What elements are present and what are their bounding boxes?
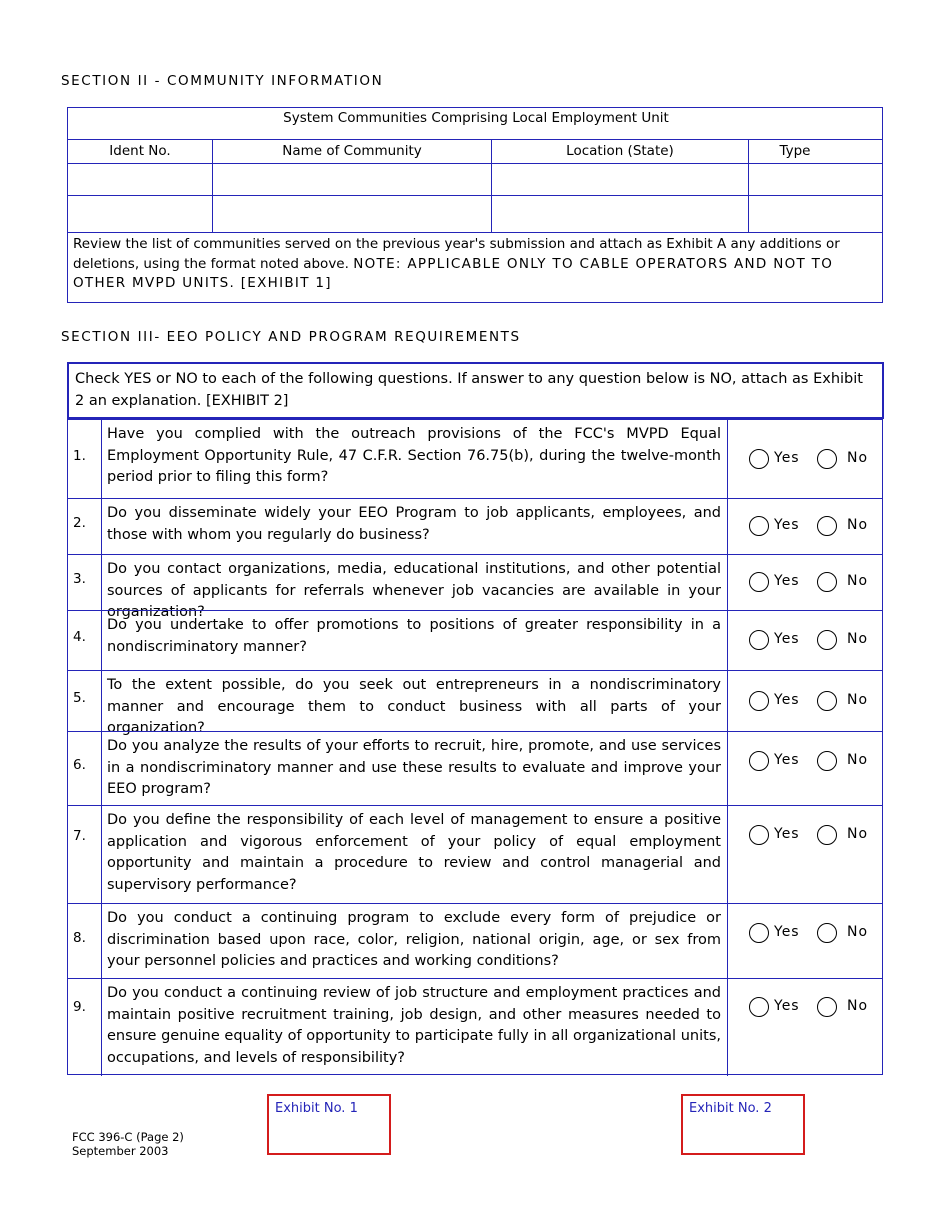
- question-number: 5.: [73, 689, 86, 706]
- question-text: Do you disseminate widely your EEO Program to job applicants, employees, and those with whom you regularly do business?: [107, 505, 721, 543]
- no-label: No: [847, 924, 869, 940]
- yes-radio[interactable]: [749, 516, 769, 536]
- location-cell-2[interactable]: [493, 197, 747, 231]
- no-radio[interactable]: [817, 691, 837, 711]
- no-radio[interactable]: [817, 751, 837, 771]
- yes-label: Yes: [774, 449, 800, 466]
- yes-label: Yes: [774, 752, 800, 768]
- no-label: No: [847, 631, 869, 647]
- no-label: No: [847, 826, 869, 842]
- table-caption: System Communities Comprising Local Employment Unit: [283, 110, 669, 126]
- yes-label: Yes: [774, 517, 800, 533]
- form-id: FCC 396-C (Page 2): [72, 1130, 184, 1144]
- yes-radio[interactable]: [749, 751, 769, 771]
- no-radio[interactable]: [817, 449, 837, 469]
- yes-label: Yes: [774, 573, 800, 589]
- question-text: Do you contact organizations, media, educational institutions, and other potential sources of applicants for referrals whenever job vacancies are available in your organization?: [107, 561, 721, 620]
- question-text: To the extent possible, do you seek out entrepreneurs in a nondiscriminatory manner and encourage them to conduct business with all parts of your organization?: [107, 677, 721, 736]
- yes-label: Yes: [774, 924, 800, 940]
- col-location-state: Location (State): [566, 143, 674, 159]
- question-row: [67, 903, 883, 978]
- no-label: No: [847, 449, 869, 466]
- type-cell-1[interactable]: [750, 165, 882, 194]
- question-row: [67, 978, 883, 1075]
- yes-radio[interactable]: [749, 997, 769, 1017]
- question-number: 8.: [73, 929, 86, 946]
- exhibit-2-label: Exhibit No. 2: [689, 1101, 772, 1116]
- question-row: [67, 419, 883, 498]
- question-row: [67, 670, 883, 736]
- question-row: [67, 498, 883, 554]
- yes-radio[interactable]: [749, 923, 769, 943]
- question-number: 3.: [73, 571, 86, 587]
- question-text: Do you define the responsibility of each level of management to ensure a positive application and vigorous enforcement of your policy of equal employment opportunity and maintain a procedure to review and control managerial and supervisory performance?: [107, 812, 721, 893]
- question-number: 6.: [73, 757, 86, 773]
- question-number: 2.: [73, 515, 86, 531]
- ident-no-cell-1[interactable]: [69, 165, 211, 194]
- exhibit-1-label: Exhibit No. 1: [275, 1101, 358, 1116]
- no-radio[interactable]: [817, 516, 837, 536]
- question-number: 9.: [73, 999, 86, 1015]
- no-radio[interactable]: [817, 630, 837, 650]
- location-cell-1[interactable]: [493, 165, 747, 194]
- yes-radio[interactable]: [749, 572, 769, 592]
- question-row: [67, 610, 883, 670]
- community-name-cell-1[interactable]: [214, 165, 490, 194]
- yes-radio[interactable]: [749, 691, 769, 711]
- community-name-cell-2[interactable]: [214, 197, 490, 231]
- form-date: September 2003: [72, 1144, 169, 1158]
- col-name-of-community: Name of Community: [282, 143, 422, 159]
- type-cell-2[interactable]: [750, 197, 882, 231]
- yes-label: Yes: [774, 826, 800, 842]
- question-number: 7.: [73, 828, 86, 844]
- yes-radio[interactable]: [749, 630, 769, 650]
- question-text: Have you complied with the outreach provisions of the FCC's MVPD Equal Employment Opportunity Rule, 47 C.F.R. Section 76.75(b), during the twelve-month period prior to filing this form?: [107, 426, 721, 485]
- no-radio[interactable]: [817, 572, 837, 592]
- no-label: No: [847, 517, 869, 533]
- yes-radio[interactable]: [749, 825, 769, 845]
- no-radio[interactable]: [817, 923, 837, 943]
- question-text: Do you conduct a continuing review of job structure and employment practices and maintain positive recruitment training, job design, and other measures needed to ensure genuine equality of opportunity to participate fully in all organizational units, occupations, and levels of responsibility?: [107, 985, 721, 1066]
- review-note: [73, 235, 878, 294]
- yes-label: Yes: [774, 691, 800, 708]
- no-radio[interactable]: [817, 997, 837, 1017]
- exhibit-2-box[interactable]: [681, 1094, 805, 1155]
- community-table: [67, 107, 883, 303]
- yes-label: Yes: [774, 998, 800, 1014]
- review-note-text: Review the list of communities served on the previous year's submission and attach as Exhibit A any additions or deletions, using the format noted above.: [73, 236, 840, 272]
- yes-radio[interactable]: [749, 449, 769, 469]
- question-row: [67, 554, 883, 620]
- section-3-title: SECTION III- EEO POLICY AND PROGRAM REQUIREMENTS: [61, 329, 521, 345]
- question-text: Do you undertake to offer promotions to positions of greater responsibility in a nondiscriminatory manner?: [107, 617, 721, 655]
- question-text: Do you analyze the results of your efforts to recruit, hire, promote, and use services in a nondiscriminatory manner and use these results to evaluate and improve your EEO program?: [107, 738, 721, 797]
- question-row: [67, 731, 883, 805]
- no-label: No: [847, 752, 869, 768]
- question-number: 4.: [73, 629, 86, 645]
- yes-label: Yes: [774, 631, 800, 647]
- instructions-box: Check YES or NO to each of the following questions. If answer to any question below is NO, attach as Exhibit 2 an explanation. [EXHIBIT 2]: [67, 362, 884, 419]
- question-row: [67, 805, 883, 903]
- section-2-title: SECTION II - COMMUNITY INFORMATION: [61, 73, 384, 89]
- review-note-caps: NOTE: APPLICABLE ONLY TO CABLE OPERATORS AND NOT TO OTHER MVPD UNITS. [EXHIBIT 1]: [73, 255, 834, 291]
- question-text: Do you conduct a continuing program to exclude every form of prejudice or discrimination based upon race, color, religion, national origin, age, or sex from your personnel policies and practices and working conditions?: [107, 910, 721, 969]
- col-ident-no: Ident No.: [109, 143, 171, 159]
- no-label: No: [847, 998, 869, 1014]
- no-label: No: [847, 573, 869, 589]
- no-label: No: [847, 691, 869, 708]
- exhibit-1-box[interactable]: [267, 1094, 391, 1155]
- ident-no-cell-2[interactable]: [69, 197, 211, 231]
- no-radio[interactable]: [817, 825, 837, 845]
- col-type: Type: [779, 143, 811, 159]
- question-number: 1.: [73, 447, 86, 464]
